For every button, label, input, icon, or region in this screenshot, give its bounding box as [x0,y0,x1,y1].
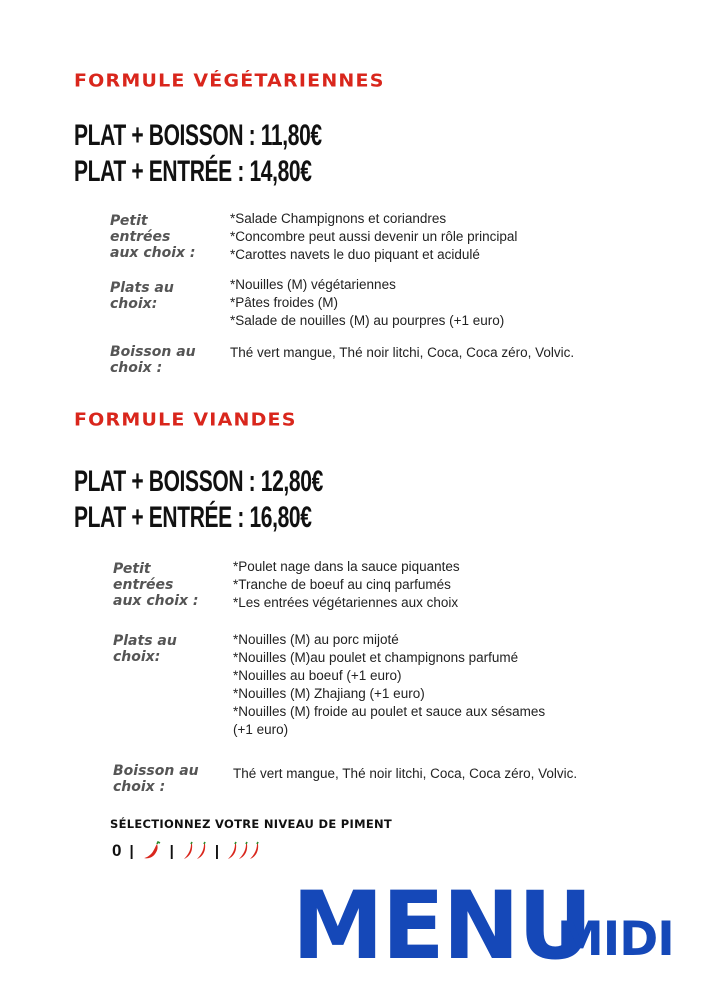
spice-level-1[interactable] [142,841,162,861]
chili-pepper-icon [182,841,194,861]
list-item: *Carottes navets le duo piquant et acidulé [230,247,480,262]
chili-pepper-icon [249,841,259,861]
spice-level-2[interactable] [182,841,207,861]
list-item: *Nouilles (M) froide au poulet et sauce aux sésames (+1 euro) [233,704,546,737]
brand-menu: MENU [292,872,591,981]
chili-pepper-icon [195,841,207,861]
list-item: *Nouilles (M) végétariennes [230,277,396,292]
spice-level-selector [112,841,259,861]
veg-plats-label: Plats au choix: [110,280,174,312]
viandes-entrees-list [233,558,460,612]
separator: | [169,842,174,860]
separator: | [129,842,134,860]
list-item: *Nouilles (M) au porc mijoté [233,632,399,647]
chili-pepper-icon [142,841,162,861]
viandes-boisson-text: Thé vert mangue, Thé noir litchi, Coca, Coca zéro, Volvic. [233,766,578,781]
veg-plats-list [230,276,504,330]
viandes-price-plat-boisson: PLAT + BOISSON : 12,80€ [74,465,323,498]
spice-level-title: SÉLECTIONNEZ VOTRE NIVEAU DE PIMENT [110,817,393,831]
separator: | [214,842,220,860]
viandes-entrees-label: Petit entrées aux choix : [113,561,199,609]
viandes-plats-label: Plats au choix: [113,633,177,665]
list-item: *Salade Champignons et coriandres [230,211,447,226]
viandes-price-plat-entree: PLAT + ENTRÉE : 16,80€ [74,501,312,534]
list-item: *Pâtes froides (M) [230,295,339,310]
chili-pepper-icon [227,841,237,861]
spice-level-3[interactable] [227,841,259,861]
list-item: *Tranche de boeuf au cinq parfumés [233,577,451,592]
veg-section-title: FORMULE VÉGÉTARIENNES [74,70,385,92]
veg-price-plat-boisson: PLAT + BOISSON : 11,80€ [74,119,322,152]
viandes-plats-list [233,631,545,739]
list-item: *Salade de nouilles (M) au pourpres (+1 euro) [230,313,505,328]
viandes-section-title: FORMULE VIANDES [74,409,297,431]
veg-boisson-text: Thé vert mangue, Thé noir litchi, Coca, Coca zéro, Volvic. [230,345,575,360]
chili-pepper-icon [238,841,248,861]
list-item: *Nouilles (M) Zhajiang (+1 euro) [233,686,425,701]
list-item: *Concombre peut aussi devenir un rôle principal [230,229,518,244]
brand-midi: MIDI [557,912,674,967]
list-item: *Poulet nage dans la sauce piquantes [233,559,460,574]
veg-entrees-list [230,210,517,264]
veg-boisson-label: Boisson au choix : [110,344,196,376]
list-item: *Les entrées végétariennes aux choix [233,595,459,610]
veg-entrees-label: Petit entrées aux choix : [110,213,196,261]
spice-level-0[interactable]: 0 [112,841,122,860]
veg-price-plat-entree: PLAT + ENTRÉE : 14,80€ [74,155,312,188]
viandes-boisson-label: Boisson au choix : [113,763,199,795]
list-item: *Nouilles au boeuf (+1 euro) [233,668,402,683]
list-item: *Nouilles (M)au poulet et champignons parfumé [233,650,519,665]
